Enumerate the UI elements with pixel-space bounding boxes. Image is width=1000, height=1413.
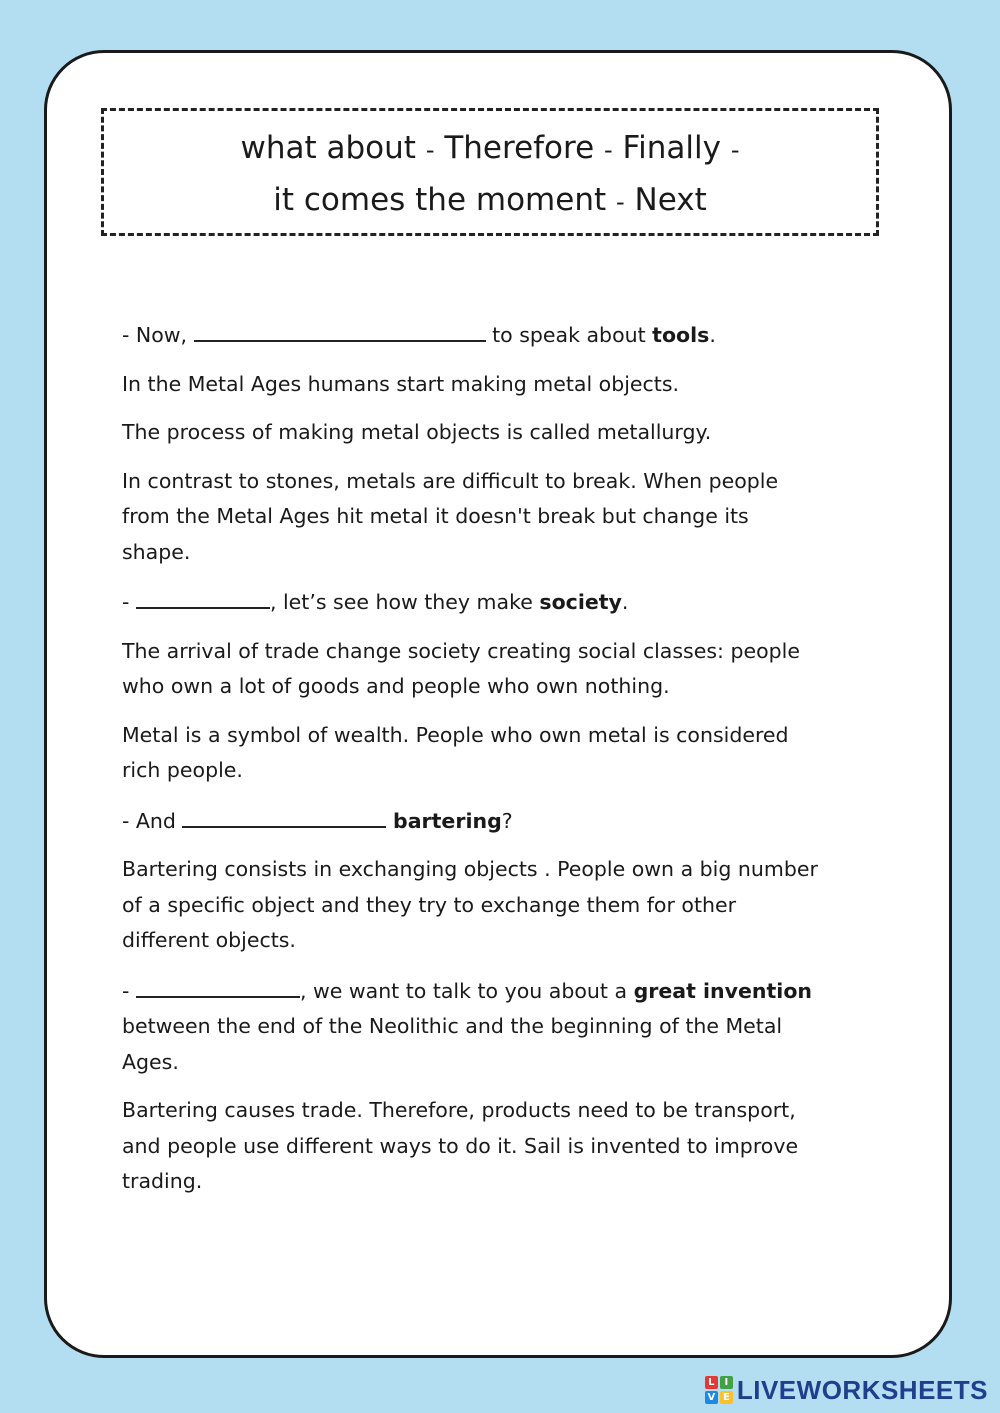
word-what-about: what about	[240, 130, 416, 166]
liveworksheets-logo-icon	[705, 1376, 733, 1404]
paragraph-metal-objects: In the Metal Ages humans start making metal objects.	[122, 371, 680, 396]
separator: -	[604, 136, 613, 164]
logo-letter: E	[720, 1391, 733, 1404]
word-bank-line-1	[104, 123, 876, 175]
answer-blank-4[interactable]	[136, 972, 300, 998]
word-next: Next	[634, 182, 707, 218]
paragraph-bartering: Bartering consists in exchanging objects . People own a big number of a specific object and they try to exchange them for other different objects.	[122, 857, 818, 952]
brand-name: LIVEWORKSHEETS	[736, 1374, 988, 1405]
paragraph-bartering-question: - And bartering?	[122, 802, 822, 840]
separator: -	[425, 136, 435, 164]
word-bank-line-2	[104, 175, 876, 227]
logo-letter: L	[705, 1376, 718, 1389]
logo-letter: I	[720, 1376, 733, 1389]
paragraph-great-invention: - , we want to talk to you about a great invention between the end of the Neolithic and the beginning of the Metal Ages.	[122, 972, 822, 1081]
logo-letter: V	[705, 1391, 718, 1404]
paragraph-wealth: Metal is a symbol of wealth. People who own metal is considered rich people.	[122, 722, 789, 782]
paragraph-trade: Bartering causes trade. Therefore, products need to be transport, and people use different ways to do it. Sail is invented to improve trading.	[122, 1098, 799, 1193]
paragraph-metals-break: In contrast to stones, metals are difficult to break. When people from the Metal Ages hit metal it doesn't break but change its shape.	[122, 468, 779, 564]
liveworksheets-footer	[705, 1373, 988, 1407]
paragraph-society: - , let’s see how they make society.	[122, 583, 822, 621]
worksheet-page	[44, 50, 952, 1358]
answer-blank-1[interactable]	[194, 316, 486, 342]
worksheet-content	[122, 316, 822, 1213]
paragraph-social-classes: The arrival of trade change society creating social classes: people who own a lot of goods and people who own nothing.	[122, 638, 800, 698]
paragraph-tools: - Now, to speak about tools.	[122, 316, 822, 354]
separator: -	[730, 136, 740, 164]
answer-blank-3[interactable]	[182, 802, 386, 828]
paragraph-metallurgy: The process of making metal objects is called metallurgy.	[122, 420, 712, 444]
word-it-comes-the-moment: it comes the moment	[273, 182, 607, 218]
answer-blank-2[interactable]	[136, 583, 270, 609]
word-bank	[101, 108, 879, 236]
separator: -	[615, 188, 625, 216]
word-therefore: Therefore	[444, 130, 595, 166]
word-finally: Finally	[622, 130, 721, 166]
